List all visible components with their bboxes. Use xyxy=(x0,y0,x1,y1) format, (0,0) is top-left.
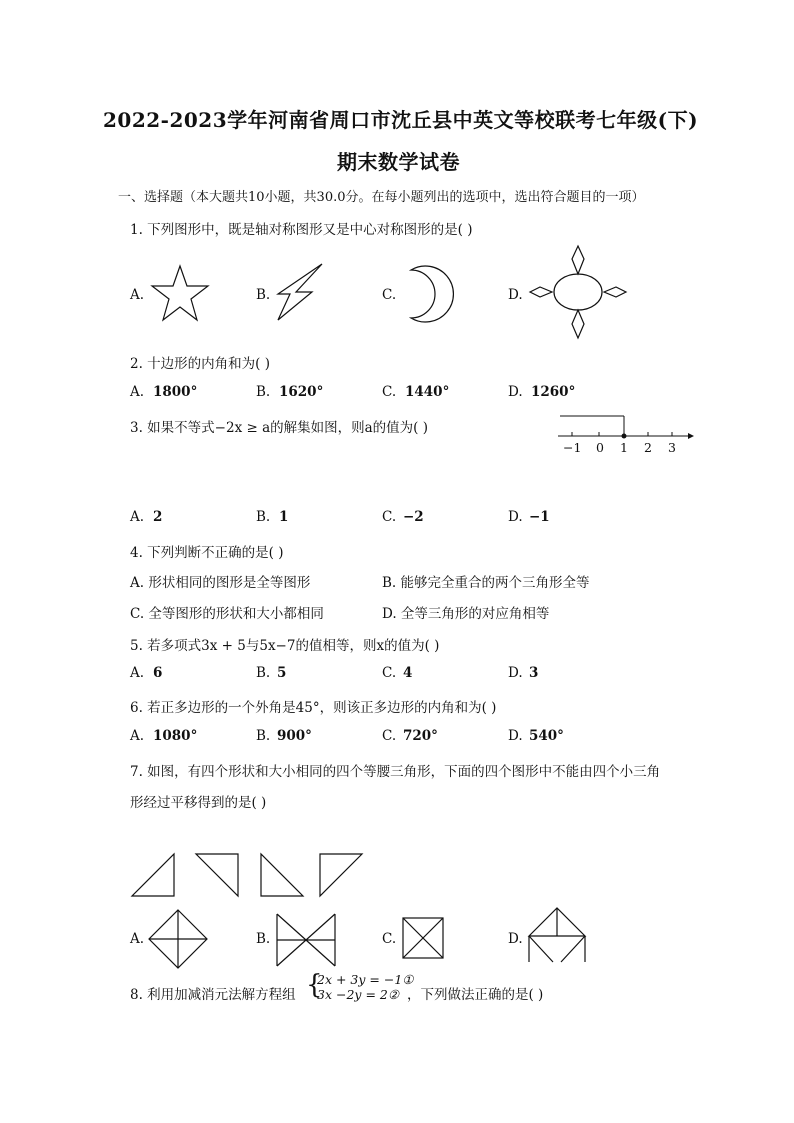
q7-figure-c xyxy=(401,916,445,960)
q2-option-a-label: A. xyxy=(130,384,145,400)
star-figure xyxy=(150,264,210,324)
q5-option-c-value: 4 xyxy=(403,665,413,681)
q1-stem: 1. 下列图形中，既是轴对称图形又是中心对称图形的是( ) xyxy=(130,222,473,238)
q2-option-d-value: 1260° xyxy=(531,384,576,400)
q5-option-c-label: C. xyxy=(382,665,397,681)
q1-option-a-label: A. xyxy=(130,287,145,303)
q6-option-d-value: 540° xyxy=(529,728,564,744)
q3-option-d-label: D. xyxy=(508,509,523,525)
q6-option-d-label: D. xyxy=(508,728,523,744)
q4-stem: 4. 下列判断不正确的是( ) xyxy=(130,545,284,561)
q5-option-b-value: 5 xyxy=(277,665,287,681)
q4-option-a: A. 形状相同的图形是全等图形 xyxy=(130,575,311,591)
q5-option-d-label: D. xyxy=(508,665,523,681)
axis-tick-neg1: −1 xyxy=(563,440,582,455)
q5-option-b-label: B. xyxy=(256,665,271,681)
q3-stem: 3. 如果不等式−2x ≥ a的解集如图，则a的值为( ) xyxy=(130,420,429,436)
q7-figure-d xyxy=(527,906,589,964)
ellipse-diamonds-figure xyxy=(528,244,628,340)
four-triangles-figure xyxy=(130,852,370,898)
q7-stem-line1: 7. 如图，有四个形状和大小相同的四个等腰三角形，下面的四个图形中不能由四个小三角 xyxy=(130,764,661,780)
q7-figure-b xyxy=(275,912,337,968)
axis-tick-2: 2 xyxy=(644,440,652,455)
q2-option-b-label: B. xyxy=(256,384,271,400)
q6-option-a-label: A. xyxy=(130,728,145,744)
q6-option-c-value: 720° xyxy=(403,728,438,744)
q3-option-b-value: 1 xyxy=(279,509,289,525)
q3-option-c-value: −2 xyxy=(403,509,424,525)
q3-option-a-label: A. xyxy=(130,509,145,525)
q2-option-a-value: 1800° xyxy=(153,384,198,400)
q6-option-b-value: 900° xyxy=(277,728,312,744)
lightning-figure xyxy=(274,262,324,322)
q3-option-b-label: B. xyxy=(256,509,271,525)
equation-brace: { xyxy=(306,970,323,1000)
q1-option-b-label: B. xyxy=(256,287,271,303)
q4-option-d: D. 全等三角形的对应角相等 xyxy=(382,606,550,622)
section-header: 一、选择题（本大题共10小题，共30.0分。在每小题列出的选项中，选出符合题目的一项） xyxy=(118,190,645,205)
q7-stem-line2: 形经过平移得到的是( ) xyxy=(130,795,267,811)
q2-option-b-value: 1620° xyxy=(279,384,324,400)
q3-option-d-value: −1 xyxy=(529,509,550,525)
q6-option-c-label: C. xyxy=(382,728,397,744)
q4-option-b: B. 能够完全重合的两个三角形全等 xyxy=(382,575,590,591)
q2-option-c-value: 1440° xyxy=(405,384,450,400)
axis-tick-3: 3 xyxy=(668,440,676,455)
page-title-line2: 期末数学试卷 xyxy=(337,150,460,174)
axis-tick-0: 0 xyxy=(596,440,604,455)
axis-tick-1: 1 xyxy=(620,440,628,455)
q6-option-b-label: B. xyxy=(256,728,271,744)
q6-stem: 6. 若正多边形的一个外角是45°，则该正多边形的内角和为( ) xyxy=(130,700,497,716)
q4-option-c: C. 全等图形的形状和大小都相同 xyxy=(130,606,324,622)
q7-option-d-label: D. xyxy=(508,931,523,947)
q2-option-c-label: C. xyxy=(382,384,397,400)
q7-figure-a xyxy=(147,908,209,970)
q1-option-c-label: C. xyxy=(382,287,397,303)
q5-option-d-value: 3 xyxy=(529,665,539,681)
q8-equation-2: 3x −2y = 2② xyxy=(317,987,400,1002)
q2-stem: 2. 十边形的内角和为( ) xyxy=(130,356,270,372)
q3-option-a-value: 2 xyxy=(153,509,163,525)
crescent-figure xyxy=(399,264,459,326)
q8-equation-1: 2x + 3y = −1① xyxy=(317,972,414,987)
q7-option-b-label: B. xyxy=(256,931,271,947)
q7-option-a-label: A. xyxy=(130,931,145,947)
q5-option-a-label: A. xyxy=(130,665,145,681)
q2-option-d-label: D. xyxy=(508,384,523,400)
page-title-line1: 2022-2023学年河南省周口市沈丘县中英文等校联考七年级(下) xyxy=(103,108,699,132)
q8-stem-suffix: ，下列做法正确的是( ) xyxy=(407,987,544,1003)
q5-stem: 5. 若多项式3x + 5与5x−7的值相等，则x的值为( ) xyxy=(130,638,440,654)
q7-option-c-label: C. xyxy=(382,931,397,947)
q1-option-d-label: D. xyxy=(508,287,523,303)
q5-option-a-value: 6 xyxy=(153,665,163,681)
q6-option-a-value: 1080° xyxy=(153,728,198,744)
q8-stem-prefix: 8. 利用加减消元法解方程组 xyxy=(130,987,296,1003)
q3-option-c-label: C. xyxy=(382,509,397,525)
